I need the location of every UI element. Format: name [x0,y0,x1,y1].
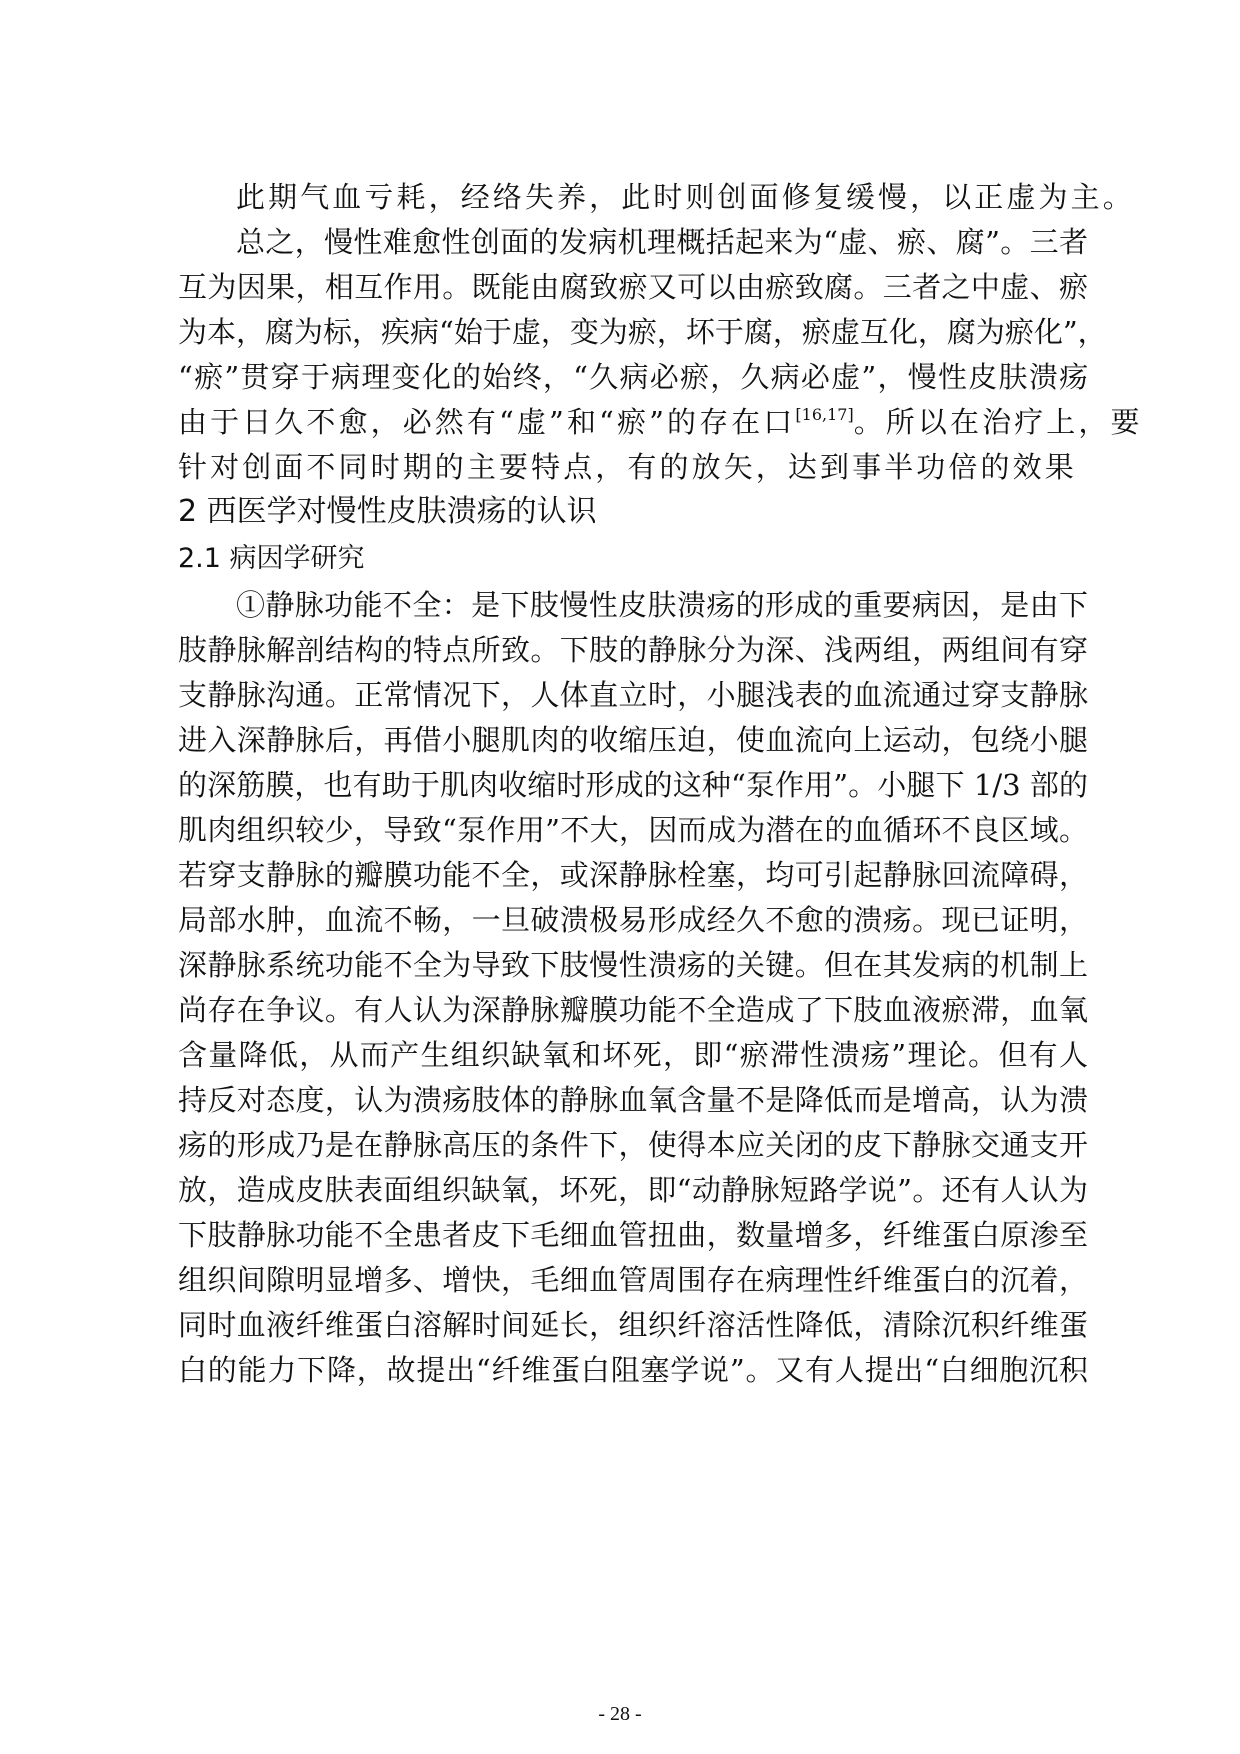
subsection-heading: 2.1 病因学研究 [178,543,365,574]
body-text-line: 此期气血亏耗，经络失养，此时则创面修复缓慢，以正虚为主。 [236,180,1135,214]
citation-reference: [16,17] [795,405,854,424]
body-text-line: 含量降低，从而产生组织缺氧和坏死，即“瘀滞性溃疡”理论。但有人 [178,1038,1088,1072]
page-number: - 28 - [598,1703,642,1725]
body-text-segment: 由于日久不愈，必然有“虚”和“瘀”的存在口 [178,405,796,439]
body-text-line: 白的能力下降，故提出“纤维蛋白阻塞学说”。又有人提出“白细胞沉积 [178,1353,1088,1387]
body-text-line: 若穿支静脉的瓣膜功能不全，或深静脉栓塞，均可引起静脉回流障碍， [178,858,1088,892]
body-text-line: 针对创面不同时期的主要特点，有的放矢，达到事半功倍的效果 [178,450,1077,484]
body-text-line: 肌肉组织较少，导致“泵作用”不大，因而成为潜在的血循环不良区域。 [178,813,1088,847]
body-text-line: 持反对态度，认为溃疡肢体的静脉血氧含量不是降低而是增高，认为溃 [178,1083,1088,1117]
body-text-line: 放，造成皮肤表面组织缺氧，坏死，即“动静脉短路学说”。还有人认为 [178,1173,1088,1207]
body-text-line: 尚存在争议。有人认为深静脉瓣膜功能不全造成了下肢血液瘀滞，血氧 [178,993,1088,1027]
body-text-line: 疡的形成乃是在静脉高压的条件下，使得本应关闭的皮下静脉交通支开 [178,1128,1088,1162]
body-text-line: “瘀”贯穿于病理变化的始终，“久病必瘀，久病必虚”，慢性皮肤溃疡 [178,360,1088,394]
body-text-line: 总之，慢性难愈性创面的发病机理概括起来为“虚、瘀、腐”。三者 [236,225,1088,259]
body-text-line: 局部水肿，血流不畅，一旦破溃极易形成经久不愈的溃疡。现已证明， [178,903,1088,937]
body-text-line: 深静脉系统功能不全为导致下肢慢性溃疡的关键。但在其发病的机制上 [178,948,1088,982]
body-text-line: 下肢静脉功能不全患者皮下毛细血管扭曲，数量增多，纤维蛋白原渗至 [178,1218,1088,1252]
body-text-line: 的深筋膜，也有助于肌肉收缩时形成的这种“泵作用”。小腿下 1/3 部的 [178,768,1088,802]
body-text-line-with-citation [178,402,1143,442]
body-text-line: 同时血液纤维蛋白溶解时间延长，组织纤溶活性降低，清除沉积纤维蛋 [178,1308,1088,1342]
section-heading: 2 西医学对慢性皮肤溃疡的认识 [178,494,597,529]
body-text-line: 肢静脉解剖结构的特点所致。下肢的静脉分为深、浅两组，两组间有穿 [178,633,1088,667]
body-text-line: 支静脉沟通。正常情况下，人体直立时，小腿浅表的血流通过穿支静脉 [178,678,1088,712]
body-text-line: 进入深静脉后，再借小腿肌肉的收缩压迫，使血流向上运动，包绕小腿 [178,723,1088,757]
body-text-segment: 。所以在治疗上，要 [853,405,1143,439]
body-text-line: 互为因果，相互作用。既能由腐致瘀又可以由瘀致腐。三者之中虚、瘀 [178,270,1088,304]
body-text-line: 组织间隙明显增多、增快，毛细血管周围存在病理性纤维蛋白的沉着， [178,1263,1088,1297]
body-text-line: 为本，腐为标，疾病“始于虚，变为瘀，坏于腐，瘀虚互化，腐为瘀化”， [178,315,1107,349]
body-text-line: ①静脉功能不全：是下肢慢性皮肤溃疡的形成的重要病因，是由下 [236,588,1088,622]
